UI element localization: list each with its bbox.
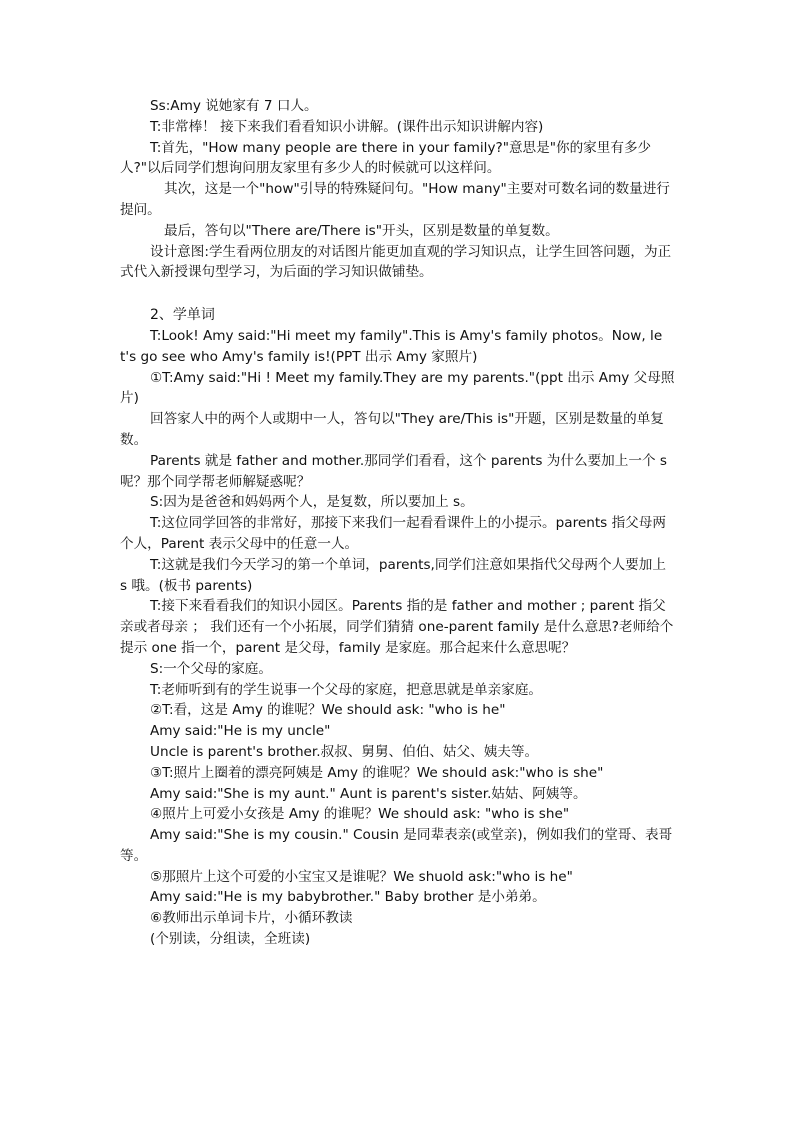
paragraph: ③T:照片上圈着的漂亮阿姨是 Amy 的谁呢？We should ask:"who is she": [150, 764, 604, 781]
paragraph: (个别读，分组读，全班读): [150, 931, 311, 948]
paragraph: ①T:Amy said:"Hi ! Meet my family.They are my parents."(ppt 出示 Amy 父母照片): [120, 369, 675, 407]
paragraph: Amy said:"He is my uncle": [150, 723, 331, 740]
section-heading: 2、学单词: [150, 306, 215, 323]
paragraph: 设计意图:学生看两位朋友的对话图片能更加直观的学习知识点，让学生回答问题，为正式代入新授课句型学习，为后面的学习知识做铺垫。: [120, 243, 672, 281]
paragraph: Amy said:"He is my babybrother." Baby brother 是小弟弟。: [150, 889, 546, 906]
paragraph: Uncle is parent's brother.叔叔、舅舅、伯伯、姑父、姨夫等。: [150, 743, 539, 760]
paragraph: ⑤那照片上这个可爱的小宝宝又是谁呢？We shuold ask:"who is he": [150, 868, 573, 885]
paragraph: T:接下来看看我们的知识小园区。Parents 指的是 father and mother ; parent 指父亲或者母亲 ； 我们还有一个小拓展，同学们猜猜 one-parent family 是什么意思?老师给个提示 one 指一个，parent 是父母，family 是家庭。那合起来什么意思呢？: [120, 598, 674, 656]
paragraph: S:因为是爸爸和妈妈两个人，是复数，所以要加上 s。: [150, 494, 474, 511]
paragraph: Amy said:"She is my cousin." Cousin 是同辈表亲(或堂亲)，例如我们的堂哥、表哥等。: [120, 827, 673, 864]
paragraph: Amy said:"She is my aunt." Aunt is parent's sister.姑姑、阿姨等。: [150, 785, 587, 802]
paragraph: Parents 就是 father and mother.那同学们看看，这个 parents 为什么要加上一个 s 呢？那个同学帮老师解疑惑呢？: [120, 452, 667, 490]
paragraph: ④照片上可爱小女孩是 Amy 的谁呢？We should ask: "who is she": [150, 806, 570, 823]
document-page: [120, 96, 676, 950]
paragraph: Ss:Amy 说她家有 7 口人。: [150, 98, 318, 114]
paragraph: T:这位同学回答的非常好，那接下来我们一起看看课件上的小提示。parents 指父母两个人，Parent 表示父母中的任意一人。: [120, 515, 666, 552]
paragraph: T:这就是我们今天学习的第一个单词，parents,同学们注意如果指代父母两个人要加上 s 哦。(板书 parents): [120, 556, 666, 594]
paragraph: 最后，答句以"There are/There is"开头，区别是数量的单复数。: [164, 222, 559, 239]
paragraph: ⑥教师出示单词卡片，小循环教读: [150, 910, 353, 927]
paragraph: 回答家人中的两个人或期中一人，答句以"They are/This is"开题，区别是数量的单复数。: [120, 411, 664, 448]
paragraph: T:Look! Amy said:"Hi meet my family".This is Amy's family photos。Now, let's go see who Amy's family is!(PPT 出示 Amy 家照片): [120, 327, 663, 365]
paragraph: T:首先，"How many people are there in your family?"意思是"你的家里有多少人?"以后同学们想询问朋友家里有多少人的时候就可以这样问。: [120, 139, 652, 177]
paragraph: T:老师听到有的学生说事一个父母的家庭，把意思就是单亲家庭。: [150, 681, 543, 698]
paragraph: S:一个父母的家庭。: [150, 660, 272, 677]
paragraph: 其次，这是一个"how"引导的特殊疑问句。"How many"主要对可数名词的数量进行提问。: [120, 181, 670, 218]
paragraph: T:非常棒！ 接下来我们看看知识小讲解。(课件出示知识讲解内容): [150, 118, 544, 135]
spacer: [120, 283, 676, 304]
paragraph: ②T:看，这是 Amy 的谁呢？We should ask: "who is he": [150, 702, 506, 719]
